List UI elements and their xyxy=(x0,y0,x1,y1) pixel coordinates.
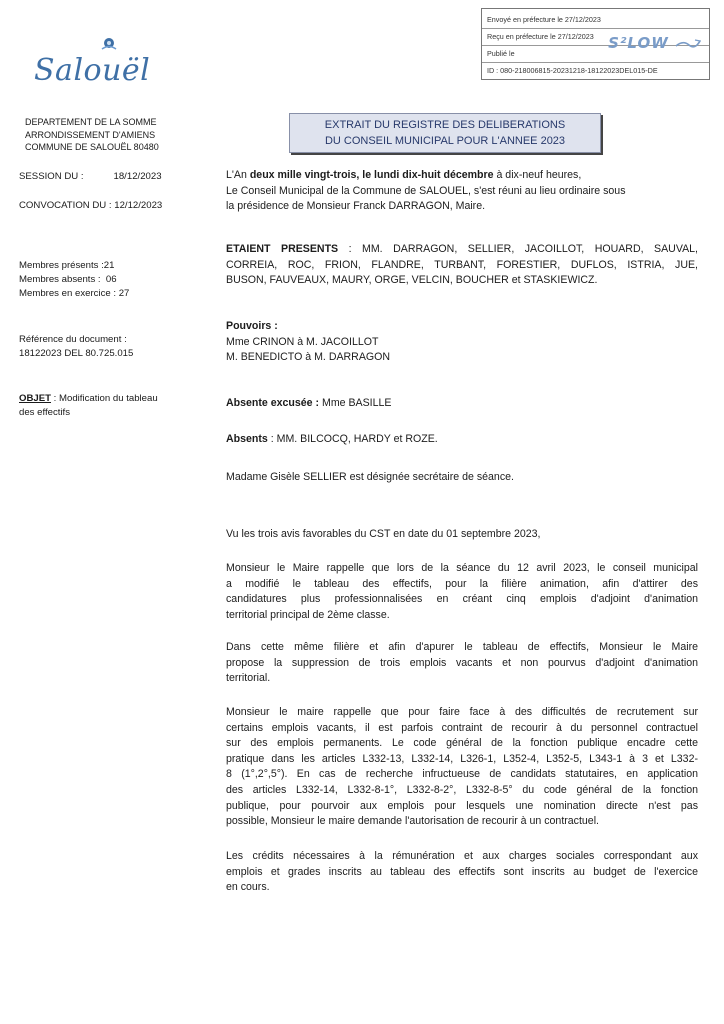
transmission-stamp xyxy=(481,8,710,80)
document-reference: Référence du document : 18122023 DEL 80.725.015 xyxy=(19,334,134,359)
secretary: Madame Gisèle SELLIER est désignée secrétaire de séance. xyxy=(226,471,514,483)
logo-text: Salouël xyxy=(34,53,151,88)
convocation-date: CONVOCATION DU : 12/12/2023 xyxy=(19,200,163,211)
stamp-sent-date: Envoyé en préfecture le 27/12/2023 xyxy=(487,15,601,24)
paragraph-1: Monsieur le Maire rappelle que lors de la séance du 12 avril 2023, le conseil municipal a modifié le tableau des effectifs, pour la filière animation, afin d'attirer des candidatures plus professionnalisées en créant cinq emplois d'adjoint d'animation territorial principal de 2ème classe. xyxy=(226,562,698,621)
stamp-received-date: Reçu en préfecture le 27/12/2023 xyxy=(487,32,594,41)
document-title: EXTRAIT DU REGISTRE DES DELIBERATIONS DU CONSEIL MUNICIPAL POUR L'ANNEE 2023 xyxy=(289,113,601,153)
members-count: Membres présents :21 Membres absents : 06 Membres en exercice : 27 xyxy=(19,260,130,299)
proxies: Pouvoirs : Mme CRINON à M. JACOILLOT M. BENEDICTO à M. DARRAGON xyxy=(226,320,391,364)
logo-emblem-icon xyxy=(98,35,120,53)
objet: OBJET : Modification du tableau des effectifs xyxy=(19,393,158,418)
s2low-logo: S²LOW xyxy=(608,34,701,52)
excused-absence: Absente excusée : Mme BASILLE xyxy=(226,397,392,409)
salouel-logo xyxy=(34,35,164,95)
absents: Absents : MM. BILCOCQ, HARDY et ROZE. xyxy=(226,433,438,445)
session-intro: L'An deux mille vingt-trois, le lundi dix-huit décembre à dix-neuf heures, Le Conseil Municipal de la Commune de SALOUEL, s'est réuni au lieu ordinaire sous la présidence de Monsieur Franck DARRAGON, Maire. xyxy=(226,169,626,213)
cst-opinion: Vu les trois avis favorables du CST en date du 01 septembre 2023, xyxy=(226,528,541,540)
paragraph-3: Monsieur le maire rappelle que pour faire face à des difficultés de recrutement sur certains emplois vacants, il est parfois contraint de recourir à du personnel contractuel sur des emplois permanents. Le code général de la fonction publique encadre cette pratique dans les articles L332-13, L332-14, L326-1, L352-4, L352-5, L343-1 à 3 et L332- 8 (1°,2°,5°). En cas de recherche infructueuse de candidats statutaires, en application des articles L332-14, L332-8-1°, L332-8-2°, L332-8-5° du code général de la fonction publique, pour pourvoir aux emplois pour lesquels une nomination directe n'est pas possible, Monsieur le maire demande l'autorisation de recourir à un contractuel. xyxy=(226,706,698,828)
members-present: ETAIENT PRESENTS : MM. DARRAGON, SELLIER, JACOILLOT, HOUARD, SAUVAL, CORREIA, ROC, FRION, FLANDRE, TURBANT, FORESTIER, DUFLOS, ISTRIA, JUE, BUSON, FAUVEAUX, MAURY, ORGE, VELCIN, BOUCHER et STASKIEWICZ. xyxy=(226,243,699,287)
session-date: SESSION DU : 18/12/2023 xyxy=(19,171,162,182)
stamp-published: Publié le xyxy=(487,49,515,58)
paragraph-4: Les crédits nécessaires à la rémunération et aux charges sociales correspondant aux emplois et grades inscrits au tableau des effectifs sont inscrits au budget de l'exercice en cours. xyxy=(226,850,698,894)
administrative-header: DEPARTEMENT DE LA SOMME ARRONDISSEMENT D'AMIENS COMMUNE DE SALOUËL 80480 xyxy=(25,117,159,152)
paragraph-2: Dans cette même filière et afin d'apurer le tableau de effectifs, Monsieur le Maire propose la suppression de trois emplois vacants et non pourvus d'adjoint d'animation territorial. xyxy=(226,641,698,685)
stamp-id: ID : 080-218006815-20231218-18122023DEL015-DE xyxy=(487,66,658,75)
